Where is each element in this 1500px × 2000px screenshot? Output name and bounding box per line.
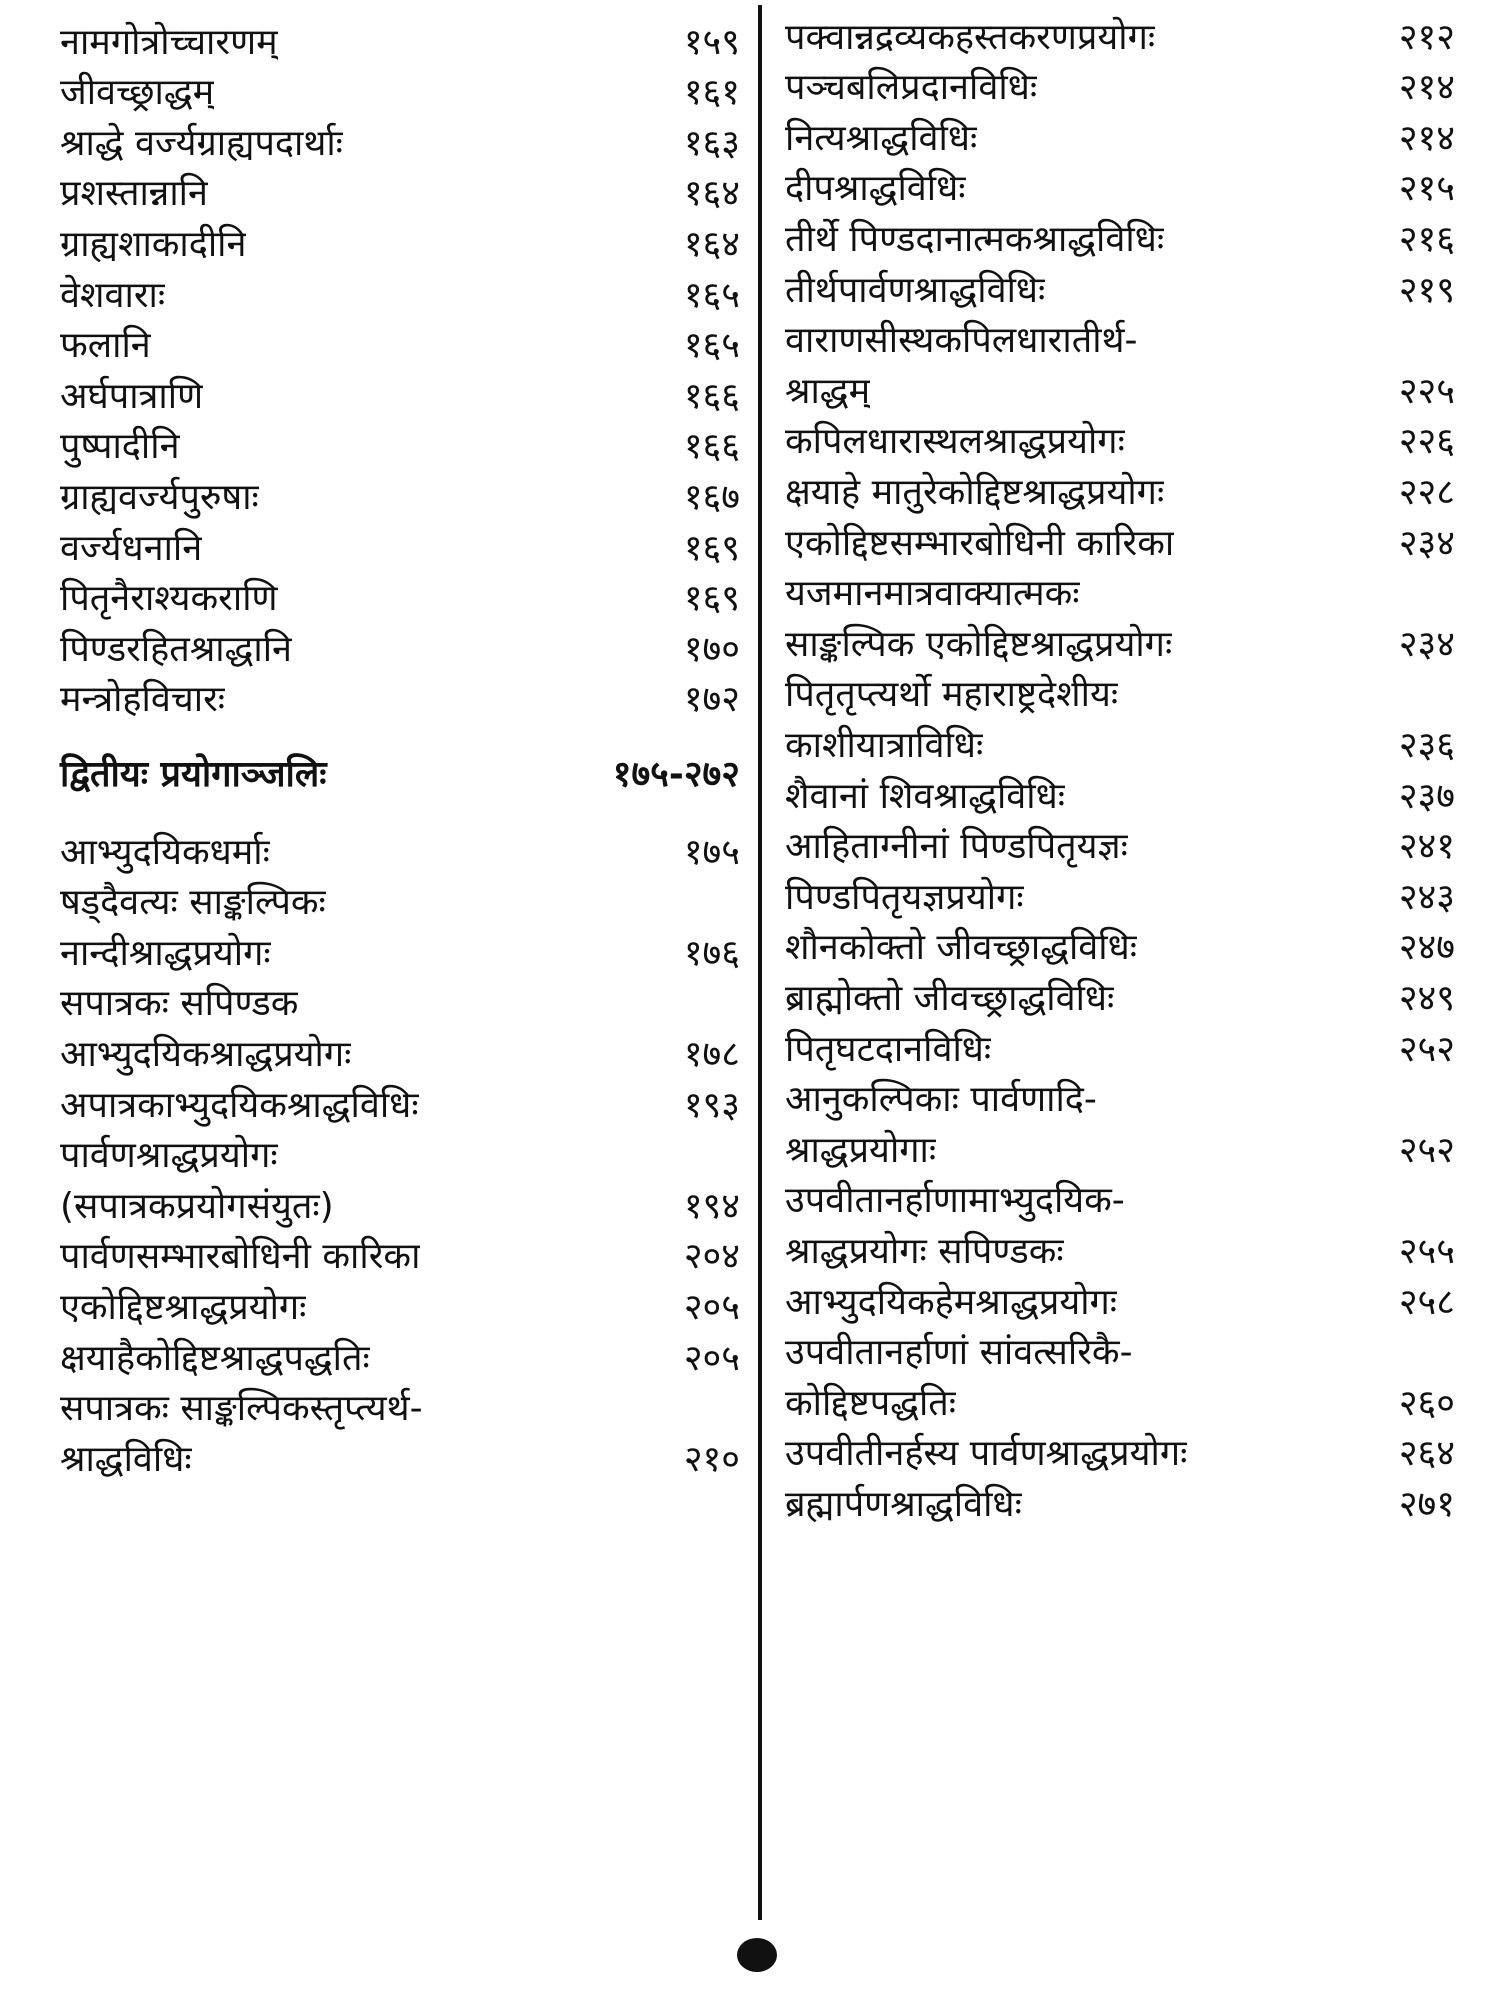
toc-entry-page: २१९ [1398, 269, 1455, 311]
toc-entry-page: २५२ [1398, 1129, 1455, 1171]
toc-entry-title: श्राद्धे वर्ज्यग्राह्यपदार्थाः [60, 122, 343, 164]
section-heading [60, 742, 740, 802]
toc-entry-title: काशीयात्राविधिः [785, 724, 984, 766]
toc-entry-title: वर्ज्यधनानि [60, 527, 203, 569]
toc-entry-title: अपात्रकाभ्युदयिकश्राद्धविधिः [60, 1084, 419, 1126]
toc-entry-title: ब्रह्मार्पणश्राद्धविधिः [785, 1483, 1022, 1525]
toc-entry-page: २०४ [683, 1236, 740, 1278]
toc-entry [785, 1472, 1455, 1532]
toc-entry-page: २०५ [683, 1337, 740, 1379]
toc-entry-title: पञ्चबलिप्रदानविधिः [785, 67, 1038, 109]
toc-entry-title: (सपात्रकप्रयोगसंयुतः) [60, 1185, 334, 1227]
toc-entry-page: १५९ [683, 21, 740, 63]
toc-entry-page: १६९ [683, 527, 740, 569]
toc-entry-page: १६९ [683, 578, 740, 620]
toc-entry-title: वाराणसीस्थकपिलधारातीर्थ- [785, 320, 1138, 362]
toc-entry-title: पक्वान्नद्रव्यकहस्तकरणप्रयोगः [785, 16, 1156, 58]
toc-entry-title: फलानि [60, 325, 151, 367]
toc-entry-title: श्राद्धप्रयोगः सपिण्डकः [785, 1230, 1064, 1272]
toc-entry-page: २४७ [1398, 927, 1455, 969]
toc-entry-title: पिण्डपितृयज्ञप्रयोगः [785, 876, 1024, 918]
toc-entry-page: १६७ [683, 476, 740, 518]
toc-entry-title: नामगोत्रोच्चारणम् [60, 21, 278, 63]
toc-entry-title: ब्राह्मोक्तो जीवच्छ्राद्धविधिः [785, 977, 1115, 1019]
toc-entry [60, 1427, 740, 1487]
toc-entry [60, 668, 740, 728]
toc-entry-title: आभ्युदयिकश्राद्धप्रयोगः [60, 1033, 352, 1075]
toc-entry-page: २१५ [1398, 168, 1455, 210]
toc-entry-title: वेशवाराः [60, 274, 166, 316]
toc-entry-title: तीर्थपार्वणश्राद्धविधिः [785, 269, 1046, 311]
toc-entry-page: २१६ [1398, 218, 1455, 260]
toc-entry-title: शौनकोक्तो जीवच्छ्राद्धविधिः [785, 927, 1138, 969]
toc-entry-title: षड्दैवत्यः साङ्कल्पिकः [60, 882, 326, 924]
toc-entry-title: मन्त्रोहविचारः [60, 679, 226, 721]
toc-entry-title: नित्यश्राद्धविधिः [785, 117, 978, 159]
toc-entry-title: श्राद्धप्रयोगाः [785, 1129, 937, 1171]
toc-entry-title: उपवीतीनर्हस्य पार्वणश्राद्धप्रयोगः [785, 1433, 1188, 1475]
toc-entry-page: २३४ [1398, 522, 1455, 564]
section-heading-title: द्वितीयः प्रयोगाञ्जलिः [60, 753, 327, 795]
toc-entry-title: एकोद्दिष्टसम्भारबोधिनी कारिका [785, 522, 1175, 564]
toc-entry-page: २१४ [1398, 67, 1455, 109]
toc-entry-page: २६४ [1398, 1433, 1455, 1475]
toc-entry-title: आनुकल्पिकाः पार्वणादि- [785, 1079, 1097, 1121]
toc-entry-title: सपात्रकः सपिण्डक [60, 983, 299, 1025]
toc-entry-title: कपिलधारास्थलश्राद्धप्रयोगः [785, 421, 1125, 463]
toc-entry-page: २१४ [1398, 117, 1455, 159]
toc-entry-title: नान्दीश्राद्धप्रयोगः [60, 932, 271, 974]
toc-entry-title: पार्वणश्राद्धप्रयोगः [60, 1135, 278, 1177]
toc-entry-title: पितृतृप्त्यर्थो महाराष्ट्रदेशीयः [785, 674, 1119, 716]
toc-entry-title: आहिताग्नीनां पिण्डपितृयज्ञः [785, 826, 1128, 868]
toc-entry-title: पितृनैराश्यकराणि [60, 578, 278, 620]
toc-entry-page: २७१ [1398, 1483, 1455, 1525]
toc-entry-title: क्षयाहे मातुरेकोद्दिष्टश्राद्धप्रयोगः [785, 471, 1165, 513]
toc-entry-title: पार्वणसम्भारबोधिनी कारिका [60, 1236, 421, 1278]
toc-entry-title: पुष्पादीनि [60, 426, 180, 468]
toc-entry-title: कोद्दिष्टपद्धतिः [785, 1382, 957, 1424]
toc-entry-page: २४९ [1398, 977, 1455, 1019]
toc-entry-title: साङ्कल्पिक एकोद्दिष्टश्राद्धप्रयोगः [785, 623, 1173, 665]
toc-entry-title: ग्राह्यशाकादीनि [60, 223, 247, 265]
toc-entry-page: १६६ [683, 375, 740, 417]
toc-entry-title: ग्राह्यवर्ज्यपुरुषाः [60, 476, 259, 518]
toc-entry-page: २२६ [1398, 421, 1455, 463]
toc-entry-page: १७८ [683, 1033, 740, 1075]
toc-entry-page: १७६ [683, 932, 740, 974]
toc-entry-page: २३६ [1398, 724, 1455, 766]
toc-entry-page: १६४ [683, 223, 740, 265]
toc-entry-page: १६५ [683, 325, 740, 367]
toc-entry-page: २३४ [1398, 623, 1455, 665]
toc-entry-page: १९३ [683, 1084, 740, 1126]
toc-entry-title: क्षयाहैकोद्दिष्टश्राद्धपद्धतिः [60, 1337, 370, 1379]
toc-entry-page: २६० [1398, 1382, 1455, 1424]
section-page-range: १७५-२७२ [612, 753, 740, 795]
column-divider [758, 5, 762, 1920]
toc-entry-page: १७२ [683, 679, 740, 721]
toc-entry-title: श्राद्धम् [785, 370, 871, 412]
toc-entry-page: १६४ [683, 173, 740, 215]
toc-entry-title: पिण्डरहितश्राद्धानि [60, 628, 293, 670]
toc-entry-title: आभ्युदयिकधर्माः [60, 831, 270, 873]
toc-entry-page: २१० [683, 1438, 740, 1480]
toc-entry-page: १६६ [683, 426, 740, 468]
toc-entry-title: प्रशस्तान्नानि [60, 173, 208, 215]
toc-entry-page: २१२ [1398, 16, 1455, 58]
toc-entry-page: २३७ [1398, 775, 1455, 817]
toc-entry-title: आभ्युदयिकहेमश्राद्धप्रयोगः [785, 1281, 1118, 1323]
toc-entry-page: १७० [683, 628, 740, 670]
toc-entry-title: अर्घपात्राणि [60, 375, 204, 417]
toc-entry-page: १९४ [683, 1185, 740, 1227]
toc-entry-page: २५५ [1398, 1230, 1455, 1272]
toc-entry-title: शैवानां शिवश्राद्धविधिः [785, 775, 1066, 817]
toc-entry-title: एकोद्दिष्टश्राद्धप्रयोगः [60, 1286, 307, 1328]
toc-entry-page: २४१ [1398, 826, 1455, 868]
toc-entry-title: सपात्रकः साङ्कल्पिकस्तृप्त्यर्थ- [60, 1388, 423, 1430]
toc-entry-page: १६१ [683, 72, 740, 114]
toc-entry-page: १६३ [683, 122, 740, 164]
toc-entry-title: उपवीतानर्हाणामाभ्युदयिक- [785, 1180, 1125, 1222]
toc-entry-title: तीर्थे पिण्डदानात्मकश्राद्धविधिः [785, 218, 1165, 260]
toc-entry-page: २२५ [1398, 370, 1455, 412]
toc-entry-title: यजमानमात्रवाक्यात्मकः [785, 573, 1080, 615]
page-marker-dot [737, 1938, 777, 1972]
toc-entry-title: उपवीतानर्हाणां सांवत्सरिकै- [785, 1332, 1133, 1374]
toc-entry-title: दीपश्राद्धविधिः [785, 168, 966, 210]
toc-entry-page: २०५ [683, 1286, 740, 1328]
toc-entry-page: २४३ [1398, 876, 1455, 918]
toc-entry-page: १६५ [683, 274, 740, 316]
toc-entry-page: २५८ [1398, 1281, 1455, 1323]
toc-entry-page: २२८ [1398, 471, 1455, 513]
toc-entry-title: जीवच्छ्राद्धम् [60, 72, 215, 114]
toc-entry-page: २५२ [1398, 1028, 1455, 1070]
toc-entry-title: पितृघटदानविधिः [785, 1028, 992, 1070]
toc-entry-page: १७५ [683, 831, 740, 873]
toc-entry-title: श्राद्धविधिः [60, 1438, 192, 1480]
